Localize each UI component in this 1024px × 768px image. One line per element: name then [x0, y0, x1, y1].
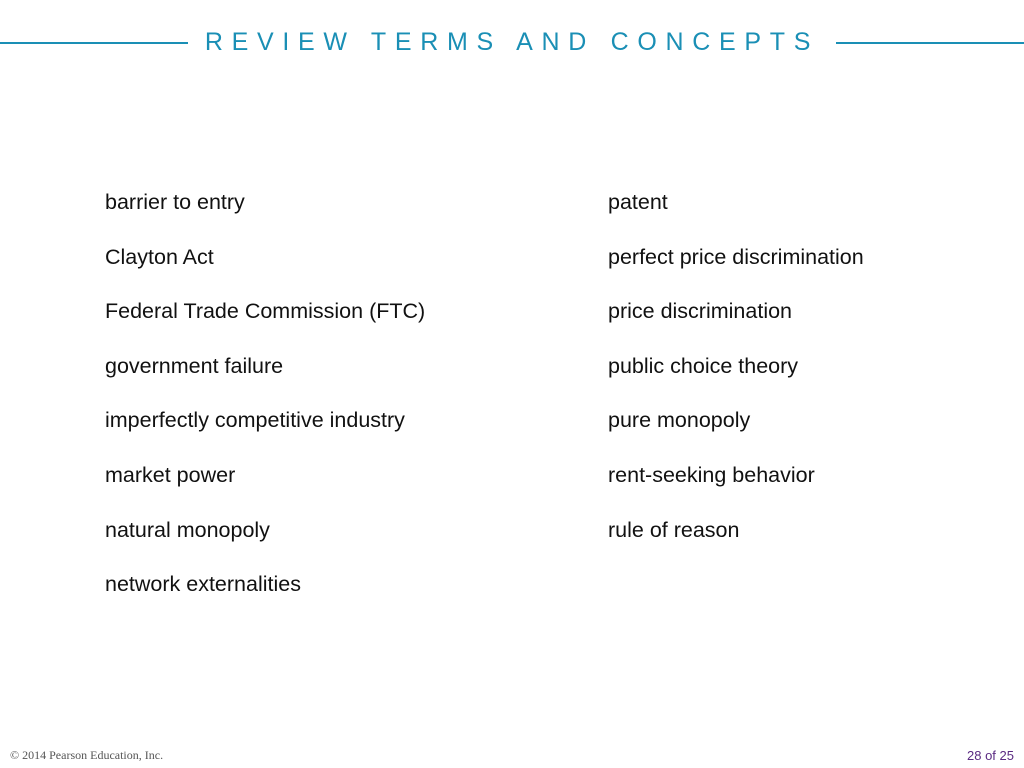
term-item: public choice theory	[608, 353, 799, 378]
term-item: barrier to entry	[105, 190, 245, 214]
term-item: patent	[608, 190, 668, 214]
slide-header	[0, 22, 1024, 62]
term-item: market power	[105, 462, 236, 487]
term-item: Federal Trade Commission (FTC)	[105, 299, 426, 324]
term-item: perfect price discrimination	[608, 244, 864, 269]
slide-title: REVIEW TERMS AND CONCEPTS	[204, 28, 820, 56]
term-item: rent-seeking behavior	[608, 462, 815, 487]
term-item: network externalities	[105, 572, 301, 597]
term-item: Clayton Act	[105, 244, 214, 269]
term-item: natural monopoly	[105, 517, 270, 542]
term-item: rule of reason	[608, 517, 740, 542]
copyright-notice: © 2014 Pearson Education, Inc.	[10, 748, 164, 762]
term-item: price discrimination	[608, 299, 793, 324]
term-item: government failure	[105, 353, 284, 378]
terms-list-right	[608, 186, 864, 568]
header-rule-right	[836, 42, 1024, 44]
header-rule-left	[0, 42, 188, 44]
term-item: imperfectly competitive industry	[105, 408, 405, 433]
page-number: 28 of 25	[967, 748, 1014, 763]
terms-list-left	[105, 186, 425, 623]
term-item: pure monopoly	[608, 408, 751, 433]
